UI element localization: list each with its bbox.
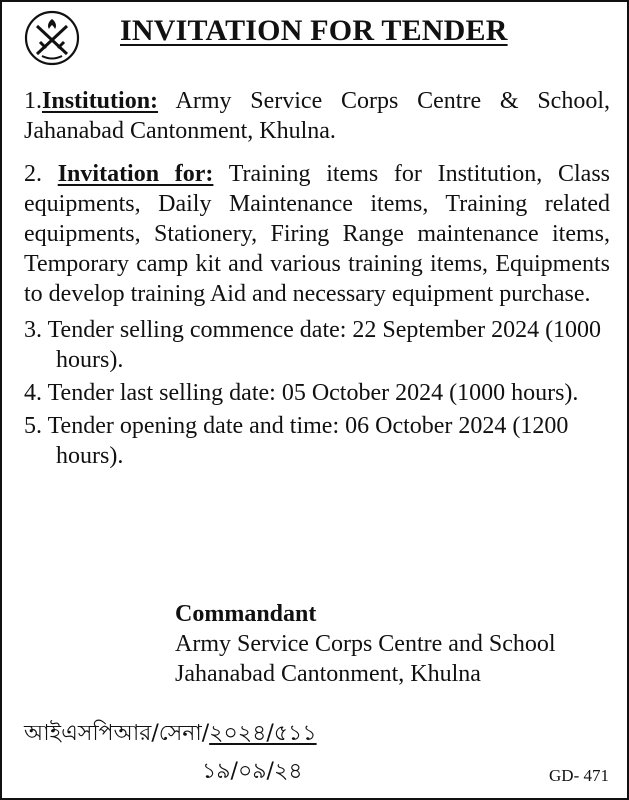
gd-code: GD- 471 bbox=[549, 766, 609, 785]
reference-number bbox=[24, 716, 317, 753]
page-title: INVITATION FOR TENDER bbox=[120, 14, 508, 47]
invitation-text: Training items for Institution, Class equipments, Daily Maintenance items, Training related equipments, Stationery, Firing Range maintenance items, Temporary camp kit and various training items, Equipments to develop training Aid and necessary equipment purchase. bbox=[24, 161, 610, 307]
item-selling-commence: 3. Tender selling commence date: 22 September 2024 (1000 hours). bbox=[24, 317, 602, 373]
item-institution bbox=[24, 86, 610, 146]
item-opening: 5. Tender opening date and time: 06 October 2024 (1200 hours). bbox=[24, 413, 569, 469]
notice-body bbox=[24, 86, 610, 474]
invitation-label: Invitation for: bbox=[57, 161, 214, 187]
item-invitation bbox=[24, 159, 610, 309]
item-number: 2. bbox=[24, 161, 58, 187]
reference-num: ২০২৪/৫১১ bbox=[209, 721, 317, 746]
signature-line-1: Army Service Corps Centre and School bbox=[175, 631, 556, 657]
reference-date: ১৯/০৯/২৪ bbox=[202, 759, 303, 784]
signature-line-2: Jahanabad Cantonment, Khulna bbox=[175, 661, 481, 687]
signature-block bbox=[175, 599, 556, 689]
item-last-selling: 4. Tender last selling date: 05 October 2024 (1000 hours). bbox=[24, 380, 579, 406]
item-number: 1. bbox=[24, 88, 42, 114]
signature-title: Commandant bbox=[175, 601, 317, 627]
institution-label: Institution: bbox=[42, 88, 159, 114]
institution-text: Army Service Corps Centre & School, Jahanabad Cantonment, Khulna. bbox=[24, 88, 610, 144]
crossed-swords-emblem-icon bbox=[24, 10, 80, 66]
reference-prefix: আইএসপিআর/সেনা/ bbox=[24, 721, 210, 746]
